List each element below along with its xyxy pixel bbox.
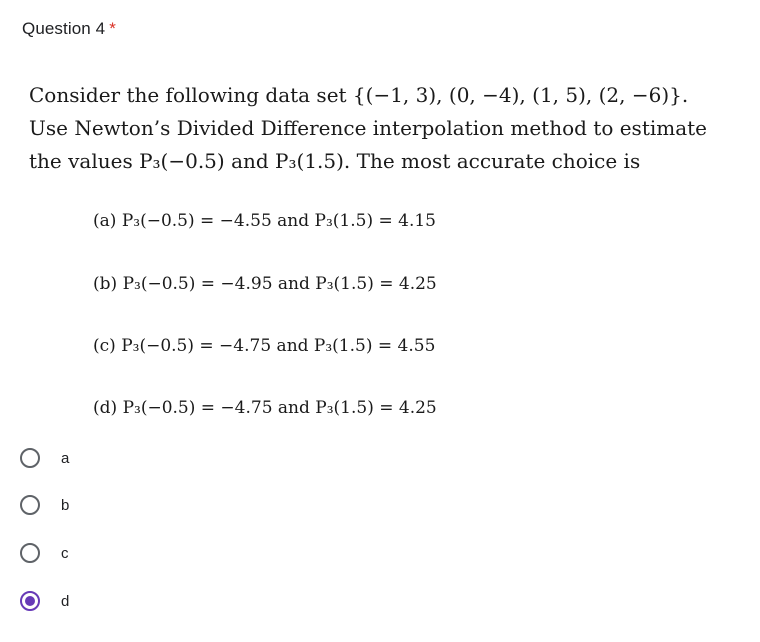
required-asterisk: * bbox=[109, 19, 116, 38]
choice-a[interactable] bbox=[20, 444, 69, 472]
choice-d[interactable] bbox=[20, 587, 69, 615]
radio-a[interactable] bbox=[20, 448, 40, 468]
option-a-text bbox=[93, 211, 436, 231]
option-c-expression: P₃(−0.5) = −4.75 and P₃(1.5) = 4.55 bbox=[121, 336, 436, 356]
choice-b[interactable] bbox=[20, 491, 69, 519]
prompt-line-3: the values P₃(−0.5) and P₃(1.5). The most accurate choice is bbox=[29, 149, 641, 173]
question-prompt bbox=[29, 79, 749, 178]
option-a-label: (a) bbox=[93, 211, 117, 231]
radio-d-selected[interactable] bbox=[20, 591, 40, 611]
prompt-line-2: Use Newton’s Divided Difference interpolation method to estimate bbox=[29, 116, 708, 140]
option-c-text bbox=[93, 336, 435, 356]
option-b-text bbox=[93, 274, 437, 294]
prompt-line-1: Consider the following data set {(−1, 3), (0, −4), (1, 5), (2, −6)}. bbox=[29, 83, 689, 107]
option-d-label: (d) bbox=[93, 398, 118, 418]
choice-a-label: a bbox=[61, 449, 70, 467]
option-d-text bbox=[93, 398, 437, 418]
choice-d-label: d bbox=[61, 592, 70, 610]
choice-c-label: c bbox=[61, 544, 69, 562]
radio-c[interactable] bbox=[20, 543, 40, 563]
choice-c[interactable] bbox=[20, 539, 69, 567]
option-d-expression: P₃(−0.5) = −4.75 and P₃(1.5) = 4.25 bbox=[122, 398, 437, 418]
option-b-label: (b) bbox=[93, 274, 118, 294]
option-b-expression: P₃(−0.5) = −4.95 and P₃(1.5) = 4.25 bbox=[122, 274, 437, 294]
option-c-label: (c) bbox=[93, 336, 116, 356]
question-title-text: Question 4 bbox=[22, 19, 106, 38]
option-a-expression: P₃(−0.5) = −4.55 and P₃(1.5) = 4.15 bbox=[121, 211, 436, 231]
question-title bbox=[22, 19, 116, 39]
choice-b-label: b bbox=[61, 496, 70, 514]
radio-b[interactable] bbox=[20, 495, 40, 515]
